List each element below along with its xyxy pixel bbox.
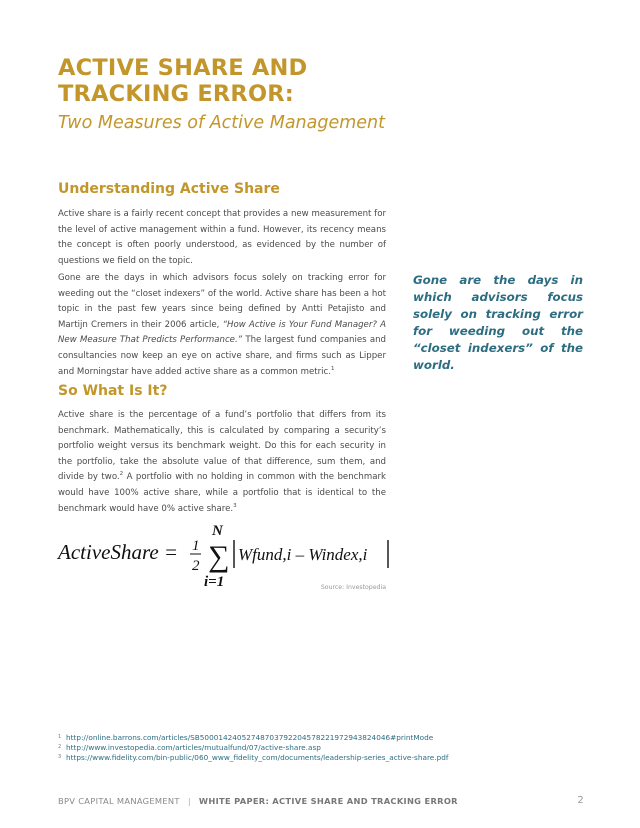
footnote-ref-1[interactable]: 1 — [330, 365, 335, 372]
footnote-number: 2 — [58, 744, 62, 750]
paragraph-definition — [58, 408, 386, 517]
section-heading-what-is-it: So What Is It? — [58, 383, 168, 399]
footnote-number: 3 — [58, 754, 62, 760]
footnote-number: 1 — [58, 734, 62, 740]
footnote-link[interactable]: http://www.investopedia.com/articles/mutualfund/07/active-share.asp — [66, 743, 321, 752]
title-line-2: TRACKING ERROR: — [58, 81, 295, 107]
footer-paper-title: WHITE PAPER: ACTIVE SHARE AND TRACKING ERROR — [198, 796, 458, 806]
formula-denominator: 2 — [192, 558, 200, 574]
page-footer — [58, 796, 584, 806]
sum-lower-limit: i=1 — [204, 574, 225, 590]
formula-graphic — [58, 520, 398, 590]
sigma-symbol: ∑ — [208, 540, 230, 573]
footnote-link[interactable]: https://www.fidelity.com/bin-public/060_www_fidelity_com/documents/leadership-series_active-share.pdf — [66, 753, 449, 762]
footnote-2 — [58, 743, 598, 753]
formula-body: Wfund,i – Windex,i — [238, 545, 368, 564]
title-line-1: ACTIVE SHARE AND — [58, 55, 308, 81]
page-number: 2 — [577, 795, 584, 806]
paragraph-definition-text-b: A portfolio with no holding in common with the benchmark would have 100% active share, while a portfolio that is identical to the benchmark would have 0% active share. — [58, 472, 386, 514]
paragraph-intro: Active share is a fairly recent concept that provides a new measurement for the level of active management within a fund. However, its recency means the concept is often poorly understood, as evidenced by the number of questions we field on the topic. — [58, 209, 386, 266]
footer-separator: | — [187, 796, 191, 806]
sum-upper-limit: N — [212, 523, 223, 539]
footnote-3 — [58, 753, 598, 763]
footnotes — [58, 733, 598, 763]
paragraph-history-text-b: The largest fund companies and consultancies now keep an eye on active share, and firms such as Lipper and Morningstar have added active share as a common metric. — [58, 335, 387, 377]
page-subtitle: Two Measures of Active Management — [58, 113, 385, 133]
footnote-ref-2[interactable]: 2 — [119, 471, 124, 478]
formula-lhs: ActiveShare = — [58, 540, 179, 564]
paragraph-history — [58, 271, 386, 380]
footnote-1 — [58, 733, 598, 743]
footer-company: BPV CAPITAL MANAGEMENT — [58, 796, 180, 806]
article-title: “How Active is Your Fund Manager? A New Measure That Predicts Performance.” — [58, 319, 386, 346]
section-heading-understanding: Understanding Active Share — [58, 181, 280, 197]
formula-numerator: 1 — [192, 538, 200, 554]
paragraph-definition-text-a: Active share is the percentage of a fund’s portfolio that differs from its benchmark. Mathematically, this is calculated by comparing a security’s portfolio weight versus its benchmark weight. Do this for each security in the portfolio, take the absolute value of that difference, sum them, and divide by two. — [58, 410, 386, 483]
active-share-formula — [58, 520, 398, 590]
pull-quote: Gone are the days in which advisors focus solely on tracking error for weeding out the “closet indexers” of the world. — [413, 273, 583, 372]
footnote-link[interactable]: http://online.barrons.com/articles/SB50001424052748703792204578221972943824046#printMode — [66, 733, 434, 742]
formula-source: Source: Investopedia — [320, 584, 386, 591]
page-title — [58, 55, 418, 107]
paragraph-history-text-a: Gone are the days in which advisors focus solely on tracking error for weeding out the “closet indexers” of the world. Active share has been a hot topic in the past few years since being defined by Antti Petajisto and Martijn Cremers in their 2006 article, — [58, 273, 386, 330]
footnote-ref-3[interactable]: 3 — [233, 502, 237, 509]
